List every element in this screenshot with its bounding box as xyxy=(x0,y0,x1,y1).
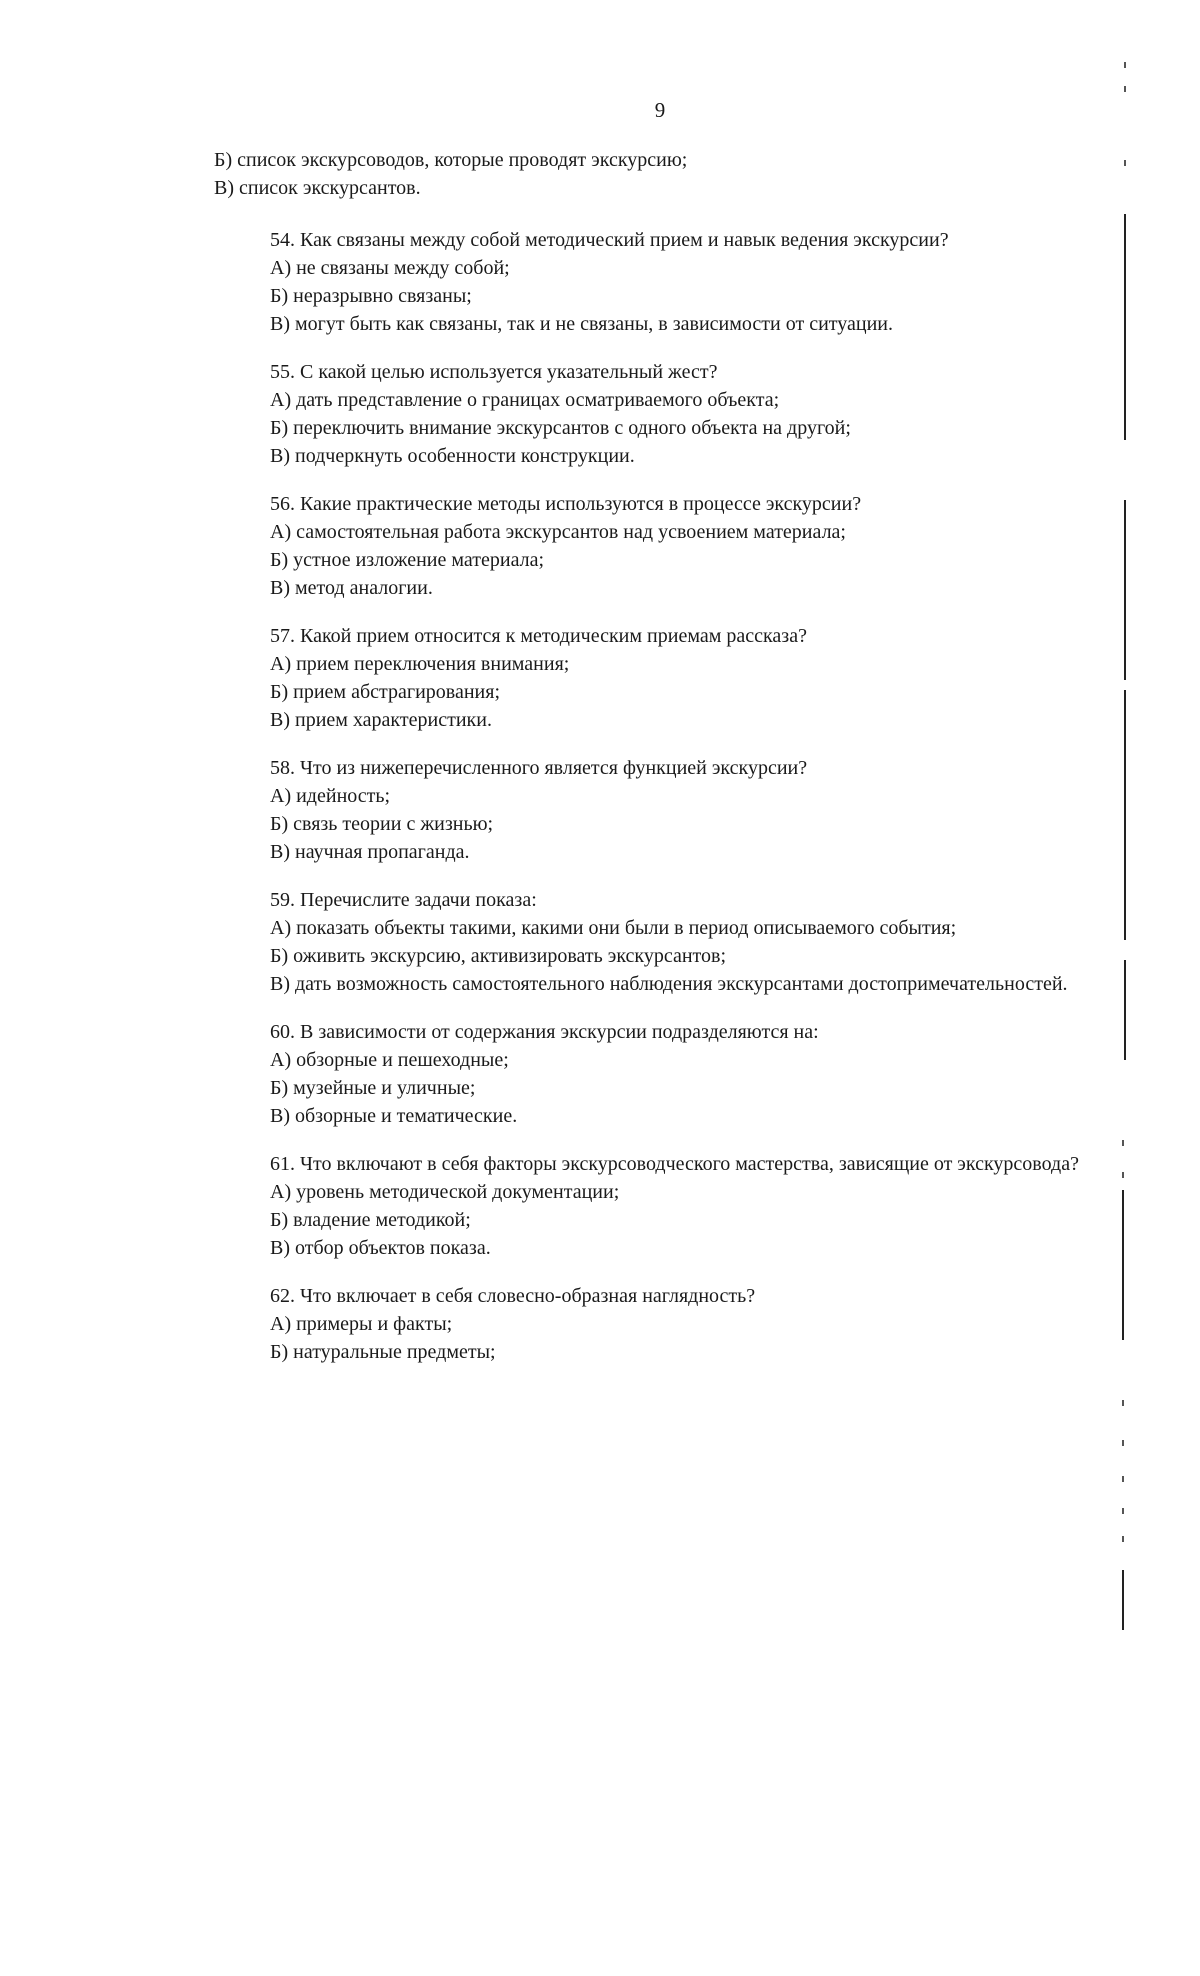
question-text: 56. Какие практические методы используются в процессе экскурсии? xyxy=(270,493,862,515)
scan-margin-line xyxy=(1124,690,1126,940)
page-number: 9 xyxy=(654,98,666,122)
answer-option: Б) неразрывно связаны; xyxy=(270,285,472,307)
answer-option: В) обзорные и тематические. xyxy=(270,1105,518,1127)
answer-option: Б) владение методикой; xyxy=(270,1209,471,1231)
scan-speck xyxy=(1124,86,1126,92)
answer-option: А) примеры и факты; xyxy=(270,1313,453,1335)
scan-speck xyxy=(1122,1172,1124,1178)
scan-speck xyxy=(1122,1476,1124,1482)
question-58 xyxy=(214,754,1094,866)
scan-speck xyxy=(1122,1440,1124,1446)
question-60 xyxy=(214,1018,1094,1130)
question-text: 57. Какой прием относится к методическим приемам рассказа? xyxy=(270,625,807,647)
answer-option: В) отбор объектов показа. xyxy=(270,1237,491,1259)
scan-speck xyxy=(1122,1536,1124,1542)
option-text: В) список экскурсантов. xyxy=(214,177,421,199)
question-62 xyxy=(214,1282,1094,1366)
question-text: 61. Что включают в себя факторы экскурсоводческого мастерства, зависящие от экскурсовода? xyxy=(270,1153,1079,1175)
answer-option: В) прием характеристики. xyxy=(270,709,492,731)
answer-option: В) могут быть как связаны, так и не связаны, в зависимости от ситуации. xyxy=(270,313,893,335)
question-text: 60. В зависимости от содержания экскурсии подразделяются на: xyxy=(270,1021,819,1043)
question-list xyxy=(214,226,1094,1366)
question-text: 58. Что из нижеперечисленного является функцией экскурсии? xyxy=(270,757,808,779)
scan-margin-line xyxy=(1122,1190,1124,1340)
option-text: Б) список экскурсоводов, которые проводят экскурсию; xyxy=(214,149,688,171)
scan-speck xyxy=(1122,1140,1124,1146)
question-54 xyxy=(214,226,1094,338)
answer-option: В) подчеркнуть особенности конструкции. xyxy=(270,445,635,467)
scan-speck xyxy=(1122,1508,1124,1514)
scan-speck xyxy=(1124,62,1126,68)
answer-option: Б) связь теории с жизнью; xyxy=(270,813,494,835)
question-57 xyxy=(214,622,1094,734)
answer-option: А) показать объекты такими, какими они были в период описываемого события; xyxy=(270,917,957,939)
continued-options xyxy=(214,146,1094,202)
question-59 xyxy=(214,886,1094,998)
question-text: 62. Что включает в себя словесно-образная наглядность? xyxy=(270,1285,756,1307)
answer-option: В) научная пропаганда. xyxy=(270,841,470,863)
answer-option: Б) музейные и уличные; xyxy=(270,1077,476,1099)
question-text: 54. Как связаны между собой методический прием и навык ведения экскурсии? xyxy=(270,229,949,251)
answer-option: А) не связаны между собой; xyxy=(270,257,510,279)
answer-option: Б) натуральные предметы; xyxy=(270,1341,496,1363)
scan-speck xyxy=(1124,160,1126,166)
question-61 xyxy=(214,1150,1094,1262)
answer-option: А) уровень методической документации; xyxy=(270,1181,620,1203)
answer-option: В) метод аналогии. xyxy=(270,577,433,599)
question-56 xyxy=(214,490,1094,602)
answer-option: Б) устное изложение материала; xyxy=(270,549,545,571)
question-text: 59. Перечислите задачи показа: xyxy=(270,889,537,911)
scan-speck xyxy=(1122,1400,1124,1406)
scan-margin-line xyxy=(1124,214,1126,440)
answer-option: А) обзорные и пешеходные; xyxy=(270,1049,509,1071)
scan-margin-line xyxy=(1124,500,1126,680)
question-55 xyxy=(214,358,1094,470)
answer-option: А) прием переключения внимания; xyxy=(270,653,570,675)
scan-margin-line xyxy=(1122,1570,1124,1630)
answer-option: В) дать возможность самостоятельного наблюдения экскурсантами достопримечательностей. xyxy=(270,973,1068,995)
answer-option: А) самостоятельная работа экскурсантов над усвоением материала; xyxy=(270,521,846,543)
answer-option: Б) переключить внимание экскурсантов с одного объекта на другой; xyxy=(270,417,851,439)
answer-option: Б) оживить экскурсию, активизировать экскурсантов; xyxy=(270,945,727,967)
answer-option: А) идейность; xyxy=(270,785,391,807)
question-text: 55. С какой целью используется указательный жест? xyxy=(270,361,718,383)
scan-margin-line xyxy=(1124,960,1126,1060)
answer-option: Б) прием абстрагирования; xyxy=(270,681,500,703)
answer-option: А) дать представление о границах осматриваемого объекта; xyxy=(270,389,780,411)
